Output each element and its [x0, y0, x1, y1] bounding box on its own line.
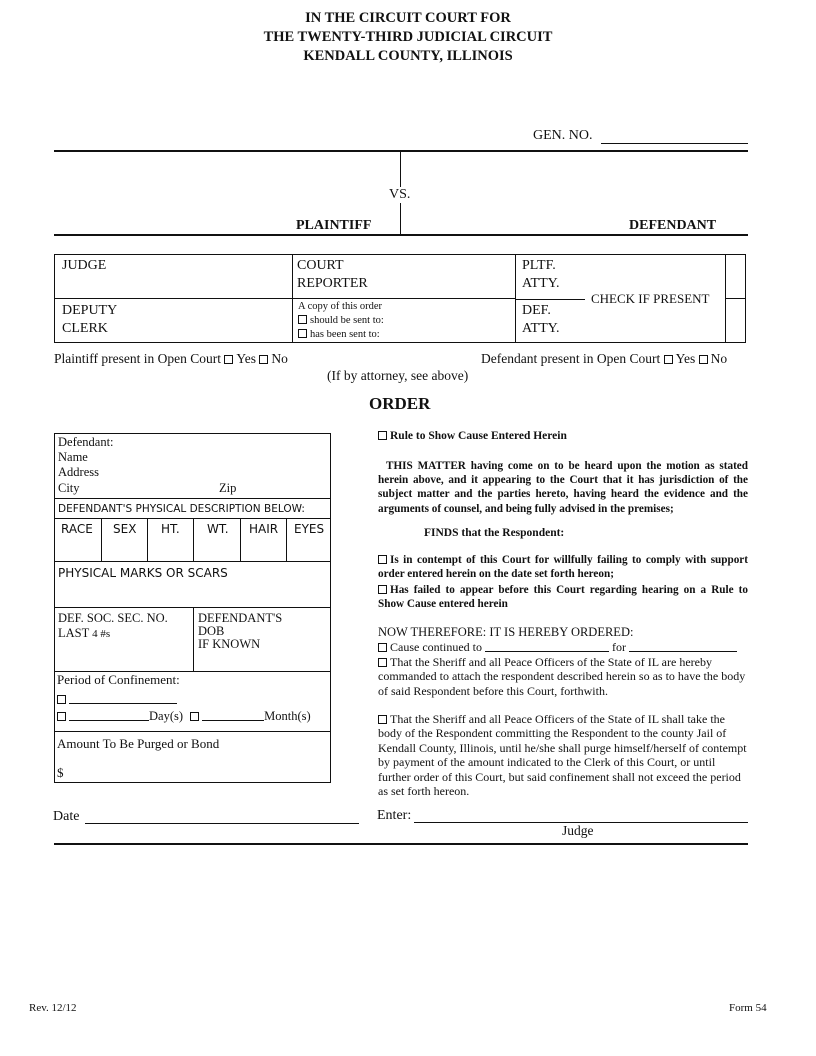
court-reporter-label-2: REPORTER — [297, 276, 368, 291]
failed-row — [378, 583, 748, 611]
period-row-1 — [57, 690, 177, 708]
plaintiff-no-label: No — [271, 351, 288, 366]
defendant-present-row — [481, 351, 727, 367]
vs-label: VS. — [389, 187, 411, 202]
eyes-label: EYES — [294, 522, 325, 536]
marks-scars-label: PHYSICAL MARKS OR SCARS — [58, 566, 228, 580]
period-row-2 — [57, 709, 311, 724]
court-title-line-2: THE TWENTY-THIRD JUDICIAL CIRCUIT — [263, 29, 553, 45]
caption-top-rule — [54, 150, 748, 152]
ssn-label-4s: 4 #s — [92, 628, 111, 640]
days-label: Day(s) — [149, 709, 184, 723]
attendance-col-divider-1 — [292, 254, 293, 343]
sheriff-attach-row — [378, 655, 748, 698]
name-label: Name — [58, 450, 88, 464]
date-label: Date — [53, 809, 80, 824]
deputy-clerk-label-2: CLERK — [62, 321, 108, 336]
dob-label-2: DOB — [198, 624, 225, 638]
court-reporter-label-1: COURT — [297, 258, 344, 273]
continued-checkbox[interactable] — [378, 643, 387, 652]
ssn-label-1: DEF. SOC. SEC. NO. — [58, 611, 168, 625]
copy-order-label: A copy of this order — [298, 301, 382, 312]
court-title-line-1: IN THE CIRCUIT COURT FOR — [305, 10, 511, 26]
address-label: Address — [58, 465, 99, 479]
check-if-present-label: CHECK IF PRESENT — [591, 291, 710, 306]
plaintiff-no-checkbox[interactable] — [259, 355, 268, 364]
height-label: HT. — [161, 522, 180, 536]
physical-description-label: DEFENDANT'S PHYSICAL DESCRIPTION BELOW: — [58, 503, 305, 515]
amount-purged-label: Amount To Be Purged or Bond — [57, 736, 220, 751]
weight-label: WT. — [207, 522, 229, 536]
divider-description-cols — [54, 561, 331, 562]
deputy-clerk-label-1: DEPUTY — [62, 303, 118, 318]
has-been-sent-label: has been sent to: — [310, 329, 380, 340]
sheriff-attach-checkbox[interactable] — [378, 658, 387, 667]
col-divider-5 — [286, 518, 287, 561]
matter-paragraph: THIS MATTER having come on to be heard upon the motion as stated herein above, and it appearing to the Court that it has jurisdiction of the subject matter and the parties hereto, having heard the evidence and the arguments of counsel, and being fully advised in the premises; — [378, 460, 748, 515]
divider-address — [54, 498, 331, 499]
plaintiff-label: PLAINTIFF — [296, 218, 372, 233]
city-label: City — [58, 481, 80, 495]
continued-for-field[interactable] — [629, 640, 737, 652]
def-atty-present-checkbox[interactable] — [726, 299, 745, 341]
revision-label: Rev. 12/12 — [29, 1002, 77, 1014]
def-atty-label-2: ATTY. — [522, 321, 560, 336]
def-atty-label-1: DEF. — [522, 303, 551, 318]
for-label: for — [611, 640, 626, 654]
should-be-sent-label: should be sent to: — [310, 315, 384, 326]
months-label: Month(s) — [264, 709, 311, 723]
col-divider-2 — [147, 518, 148, 561]
dollar-sign: $ — [57, 765, 64, 780]
caption-bottom-rule — [54, 234, 748, 236]
plaintiff-yes-checkbox[interactable] — [224, 355, 233, 364]
court-title-line-3: KENDALL COUNTY, ILLINOIS — [303, 48, 513, 64]
months-checkbox[interactable] — [190, 712, 199, 721]
col-divider-1 — [101, 518, 102, 561]
defendant-yes-label: Yes — [675, 351, 696, 366]
contempt-checkbox[interactable] — [378, 555, 387, 564]
period-confinement-label: Period of Confinement: — [57, 672, 180, 687]
failed-text: Has failed to appear before this Court regarding hearing on a Rule to Show Cause entered herein — [378, 584, 748, 611]
has-been-sent-row — [298, 329, 380, 340]
judge-label: Judge — [562, 823, 594, 838]
pltf-atty-label-1: PLTF. — [522, 258, 556, 273]
pltf-atty-label-2: ATTY. — [522, 276, 560, 291]
zip-label: Zip — [219, 481, 237, 495]
order-title: ORDER — [369, 394, 431, 413]
continued-row — [378, 640, 737, 655]
atty-divider — [515, 299, 585, 300]
form-number: Form 54 — [729, 1002, 767, 1014]
gen-no-label: GEN. NO. — [533, 128, 593, 143]
finds-label: FINDS that the Respondent: — [424, 527, 565, 539]
race-label: RACE — [61, 522, 93, 536]
rule-checkbox[interactable] — [378, 431, 387, 440]
col-divider-3 — [193, 518, 194, 561]
col-divider-4 — [240, 518, 241, 561]
should-be-sent-row — [298, 315, 384, 326]
sheriff-jail-text: That the Sheriff and all Peace Officers of the State of IL shall take the body of the Respondent committing the Respondent to the county Jail of Kendall County, Illinois, until he/she shall purge himself/herself of contempt by payment of the amount indicated to the Clerk of this Court, or until further order of this Court, but said confinement shall not exceed the period as set forth hereon. — [378, 712, 747, 799]
sheriff-attach-text: That the Sheriff and all Peace Officers of the State of IL are hereby commanded to attach the respondent described herein so as to have the body of said Respondent before this Court, forthwith. — [378, 655, 746, 698]
divider-period — [54, 731, 331, 732]
ssn-dob-divider — [193, 607, 194, 671]
contempt-row — [378, 553, 748, 581]
defendant-yes-checkbox[interactable] — [664, 355, 673, 364]
continued-date-field[interactable] — [485, 640, 609, 652]
has-been-sent-checkbox[interactable] — [298, 329, 307, 338]
sex-label: SEX — [113, 522, 137, 536]
sheriff-jail-row — [378, 712, 748, 798]
failed-checkbox[interactable] — [378, 585, 387, 594]
days-field[interactable] — [69, 709, 149, 721]
attendance-row-divider — [54, 298, 515, 299]
ssn-label-last: LAST — [58, 626, 90, 640]
defendant-present-label: Defendant present in Open Court — [481, 351, 661, 366]
rule-label: Rule to Show Cause Entered Herein — [390, 430, 567, 442]
plaintiff-yes-label: Yes — [236, 351, 257, 366]
continued-label: Cause continued to — [390, 640, 482, 654]
defendant-no-checkbox[interactable] — [699, 355, 708, 364]
defendant-label: DEFENDANT — [629, 218, 717, 233]
date-field[interactable] — [85, 823, 359, 824]
now-therefore-label: NOW THEREFORE: IT IS HEREBY ORDERED: — [378, 625, 634, 639]
footer-rule — [54, 843, 748, 845]
rule-row — [378, 430, 567, 442]
defendant-no-label: No — [710, 351, 728, 366]
plaintiff-present-label: Plaintiff present in Open Court — [54, 351, 221, 366]
ssn-label-2 — [58, 626, 110, 641]
hair-label: HAIR — [249, 522, 279, 536]
defendant-label: Defendant: — [58, 435, 114, 449]
gen-no-field[interactable] — [601, 143, 748, 144]
period-field-1[interactable] — [69, 692, 177, 704]
pltf-atty-present-checkbox[interactable] — [726, 255, 745, 297]
enter-label: Enter: — [377, 808, 412, 823]
attorney-note: (If by attorney, see above) — [327, 368, 469, 383]
days-checkbox[interactable] — [57, 712, 66, 721]
period-checkbox-1[interactable] — [57, 695, 66, 704]
dob-label-1: DEFENDANT'S — [198, 611, 283, 625]
contempt-text: Is in contempt of this Court for willfully failing to comply with support order entered herein on the date set forth hereon; — [378, 554, 748, 581]
judge-label: JUDGE — [62, 258, 107, 273]
months-field[interactable] — [202, 709, 264, 721]
sheriff-jail-checkbox[interactable] — [378, 715, 387, 724]
should-be-sent-checkbox[interactable] — [298, 315, 307, 324]
plaintiff-present-row — [54, 351, 288, 367]
dob-label-3: IF KNOWN — [198, 637, 261, 651]
